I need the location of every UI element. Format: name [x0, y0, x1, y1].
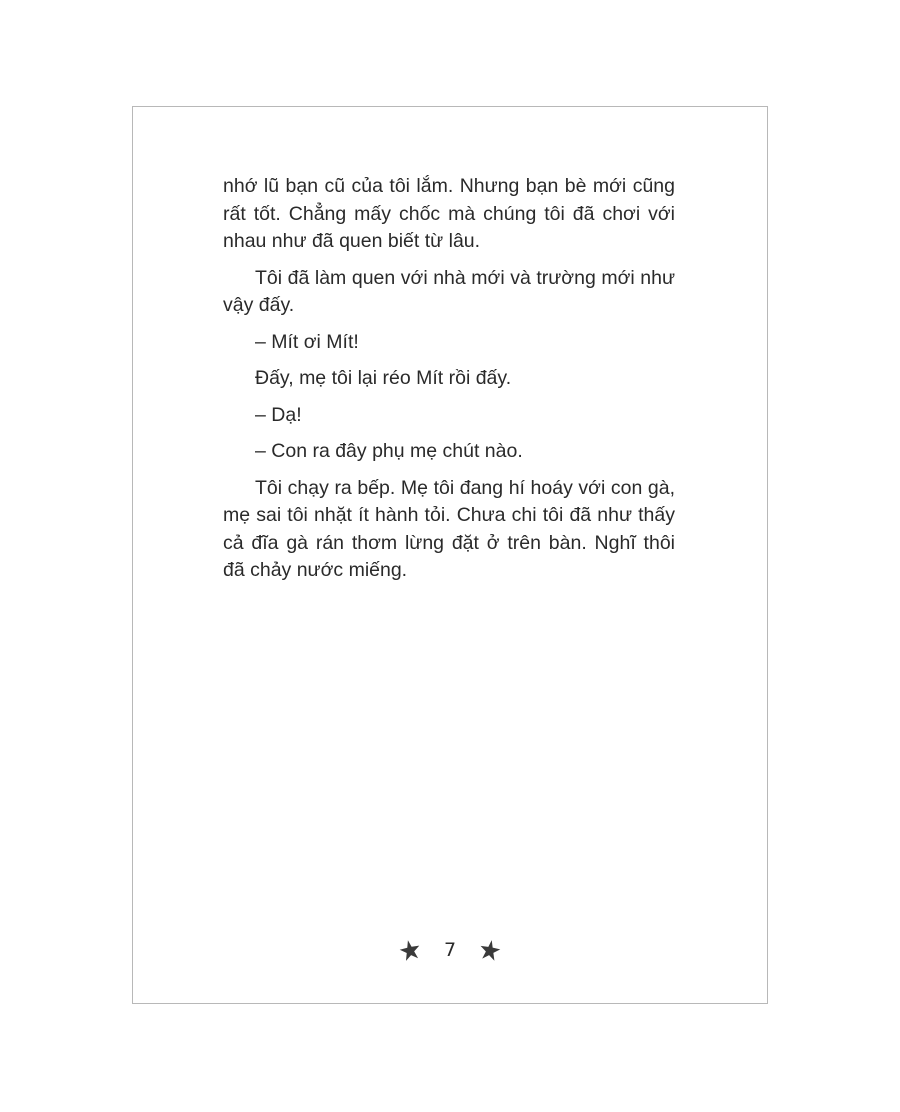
page-footer: [133, 935, 767, 965]
paragraph-4: Tôi chạy ra bếp. Mẹ tôi đang hí hoáy với con gà, mẹ sai tôi nhặt ít hành tỏi. Chưa chi tôi đã như thấy cả đĩa gà rán thơm lừng đặt ở trên bàn. Nghĩ thôi đã chảy nước miếng.: [223, 476, 675, 581]
star-icon: [478, 938, 502, 962]
page-number: 7: [443, 939, 457, 961]
dialogue-line-3: – Con ra đây phụ mẹ chút nào.: [255, 440, 523, 462]
paragraph-1: nhớ lũ bạn cũ của tôi lắm. Nhưng bạn bè mới cũng rất tốt. Chẳng mấy chốc mà chúng tôi đã chơi với nhau như đã quen biết từ lâu.: [223, 175, 675, 252]
dialogue-line-2: – Dạ!: [255, 403, 302, 426]
paragraph-2: Tôi đã làm quen với nhà mới và trường mới như vậy đấy.: [223, 266, 675, 316]
paragraph-3: Đấy, mẹ tôi lại réo Mít rồi đấy.: [255, 367, 512, 389]
body-text: [223, 173, 675, 594]
star-icon: [398, 938, 422, 962]
book-page: [132, 106, 768, 1004]
dialogue-line-1: – Mít ơi Mít!: [255, 330, 359, 353]
